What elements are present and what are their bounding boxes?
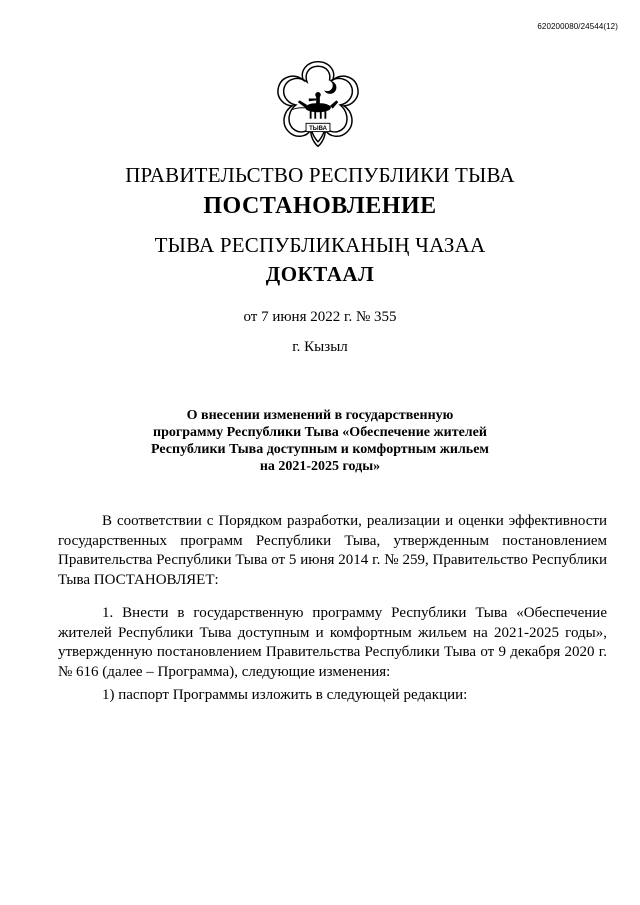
government-title-tyv: ТЫВА РЕСПУБЛИКАНЫҢ ЧАЗАА xyxy=(154,233,486,257)
paragraph-subitem-1: 1) паспорт Программы изложить в следующей редакции: xyxy=(102,687,468,703)
decree-title-ru: ПОСТАНОВЛЕНИЕ xyxy=(203,193,437,219)
decree-date-number: от 7 июня 2022 г. № 355 xyxy=(243,309,397,325)
paragraph-item-1: 1. Внести в государственную программу Республики Тыва «Обеспечение жителей Республики Тыва доступным и комфортным жильем на 2021-2025 годы», утвержденную постановлением Правительства Республики Тыва от 9 декабря 2020 г. № 616 (далее – Программа), следующие изменения: xyxy=(58,605,607,681)
decree-city: г. Кызыл xyxy=(292,339,348,355)
tuva-coat-of-arms-icon xyxy=(272,58,364,150)
decree-title-tyv: ДОКТААЛ xyxy=(265,262,375,286)
paragraph-preamble: В соответствии с Порядком разработки, реализации и оценки эффективности государственных программ Республики Тыва, утвержденным постановлением Правительства Республики Тыва от 5 июня 2014 г. № 259, Правительство Республики Тыва ПОСТАНОВЛЯЕТ: xyxy=(58,513,607,589)
government-title-ru: ПРАВИТЕЛЬСТВО РЕСПУБЛИКИ ТЫВА xyxy=(125,163,515,187)
document-code: 620200080/24544(12) xyxy=(537,22,618,31)
svg-text:ТЫВА: ТЫВА xyxy=(309,125,327,132)
decree-subject: О внесении изменений в государственную программу Республики Тыва «Обеспечение жителей Республики Тыва доступным и комфортным жильем на 2021-2025 годы» xyxy=(151,408,489,474)
